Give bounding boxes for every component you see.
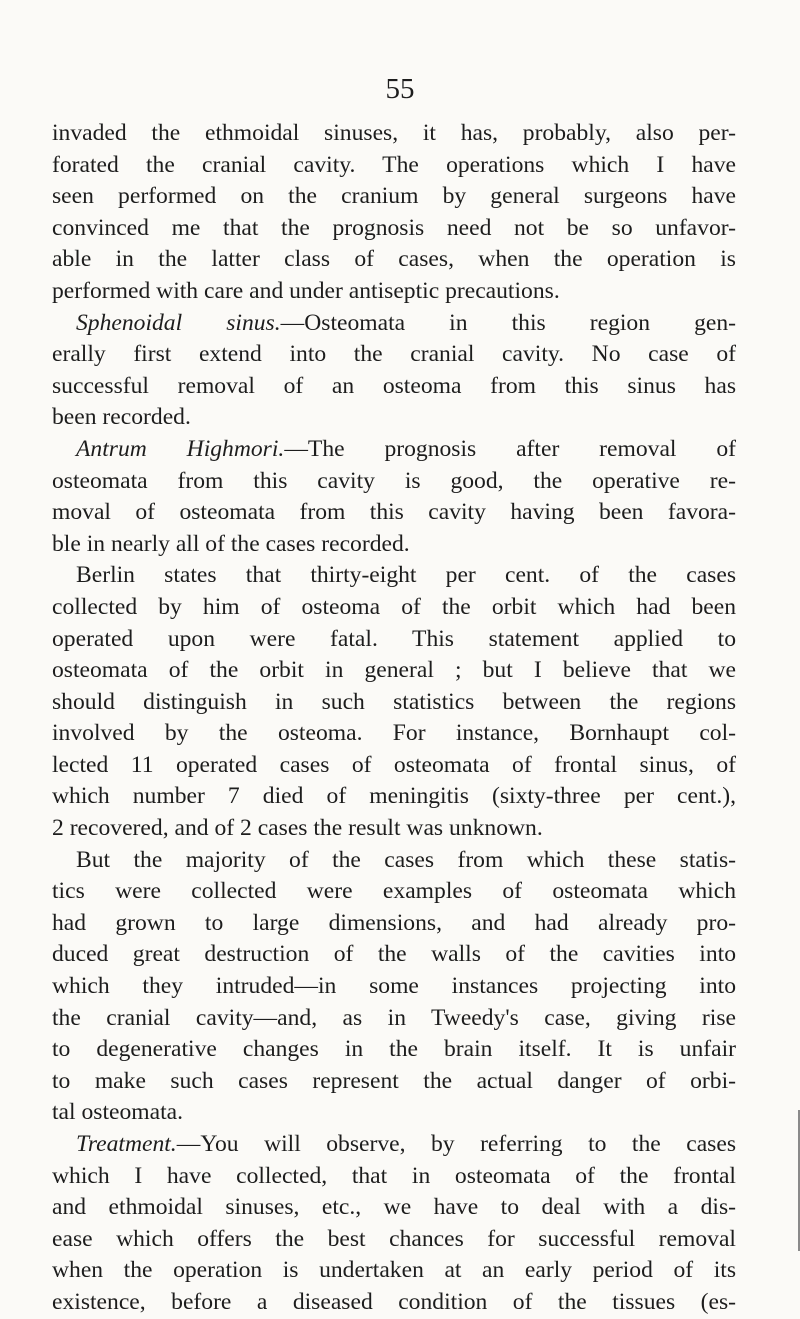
line-text: the cranial cavity—and, as in Tweedy's case, giving rise (52, 1004, 736, 1031)
line-text: operated upon were fatal. This statement applied to (52, 625, 736, 652)
text-line (52, 939, 736, 971)
text-line (52, 497, 736, 529)
text-line (52, 1034, 736, 1066)
text-line (52, 1287, 736, 1319)
line-text: ble in nearly all of the cases recorded. (52, 530, 410, 557)
line-text: 2 recovered, and of 2 cases the result was unknown. (52, 815, 543, 842)
line-text: successful removal of an osteoma from this sinus has (52, 372, 736, 399)
text-line (52, 434, 736, 466)
text-line (52, 1097, 736, 1129)
line-text: existence, before a diseased condition of the tissues (es- (52, 1288, 736, 1315)
line-text: had grown to large dimensions, and had already pro- (52, 909, 736, 936)
line-text: able in the latter class of cases, when the operation is (52, 246, 736, 273)
text-line (52, 1003, 736, 1035)
line-text: collected by him of osteoma of the orbit which had been (52, 593, 736, 620)
text-line (52, 244, 736, 276)
text-line (52, 1161, 736, 1193)
line-text: Berlin states that thirty-eight per cent. of the cases (76, 562, 736, 589)
line-text: lected 11 operated cases of osteomata of frontal sinus, of (52, 751, 736, 778)
line-text: performed with care and under antiseptic precautions. (52, 277, 560, 304)
line-text: duced great destruction of the walls of the cavities into (52, 941, 736, 968)
line-text: —You will observe, by referring to the cases (176, 1131, 736, 1157)
text-line (52, 718, 736, 750)
line-text: involved by the osteoma. For instance, Bornhaupt col- (52, 720, 736, 747)
body-text (52, 118, 736, 1319)
line-text: But the majority of the cases from which these statis- (76, 846, 736, 873)
line-text: which they intruded—in some instances projecting into (52, 973, 736, 1000)
text-line (52, 213, 736, 245)
line-text: convinced me that the prognosis need not be so unfavor- (52, 214, 736, 241)
text-line (52, 655, 736, 687)
line-text: to degenerative changes in the brain itself. It is unfair (52, 1036, 736, 1063)
text-line (52, 560, 736, 592)
text-line (52, 1192, 736, 1224)
text-line (52, 687, 736, 719)
text-line (52, 592, 736, 624)
text-line (52, 371, 736, 403)
text-line (52, 908, 736, 940)
text-line (52, 339, 736, 371)
text-line (52, 466, 736, 498)
text-line (52, 118, 736, 150)
line-text: seen performed on the cranium by general surgeons have (52, 183, 736, 210)
line-text: invaded the ethmoidal sinuses, it has, probably, also per- (52, 120, 736, 146)
section-heading: Antrum Highmori. (76, 435, 285, 462)
line-text: which I have collected, that in osteomata of the frontal (52, 1162, 736, 1189)
page-number: 55 (385, 73, 415, 105)
text-line (52, 1129, 736, 1161)
line-text: to make such cases represent the actual danger of orbi- (52, 1067, 736, 1094)
line-text: tics were collected were examples of osteomata which (52, 878, 736, 905)
section-heading: Sphenoidal sinus. (76, 309, 281, 336)
text-line (52, 876, 736, 908)
line-text: ease which offers the best chances for successful removal (52, 1225, 736, 1252)
line-text: moval of osteomata from this cavity having been favora- (52, 499, 736, 526)
text-line (52, 1255, 736, 1287)
line-text: and ethmoidal sinuses, etc., we have to deal with a dis- (52, 1194, 736, 1221)
text-line (52, 181, 736, 213)
text-line (52, 402, 736, 434)
text-line (52, 624, 736, 656)
section-heading: Treatment. (76, 1131, 177, 1157)
line-text: been recorded. (52, 404, 191, 431)
text-line (52, 971, 736, 1003)
text-line (52, 529, 736, 561)
line-text: tal osteomata. (52, 1099, 184, 1126)
text-line (52, 750, 736, 782)
line-text: —Osteomata in this region gen- (280, 309, 736, 336)
text-line (52, 308, 736, 340)
line-text: which number 7 died of meningitis (sixty-three per cent.), (52, 783, 736, 810)
line-text: forated the cranial cavity. The operations which I have (52, 151, 736, 178)
line-text: erally first extend into the cranial cavity. No case of (52, 341, 736, 368)
line-text: when the operation is undertaken at an early period of its (52, 1257, 736, 1284)
text-line (52, 276, 736, 308)
line-text: should distinguish in such statistics between the regions (52, 688, 736, 715)
text-line (52, 781, 736, 813)
text-line (52, 1066, 736, 1098)
text-line (52, 150, 736, 182)
text-line (52, 845, 736, 877)
line-text: osteomata from this cavity is good, the operative re- (52, 467, 736, 494)
line-text: osteomata of the orbit in general ; but I believe that we (52, 657, 736, 684)
line-text: —The prognosis after removal of (284, 435, 736, 462)
text-line (52, 813, 736, 845)
